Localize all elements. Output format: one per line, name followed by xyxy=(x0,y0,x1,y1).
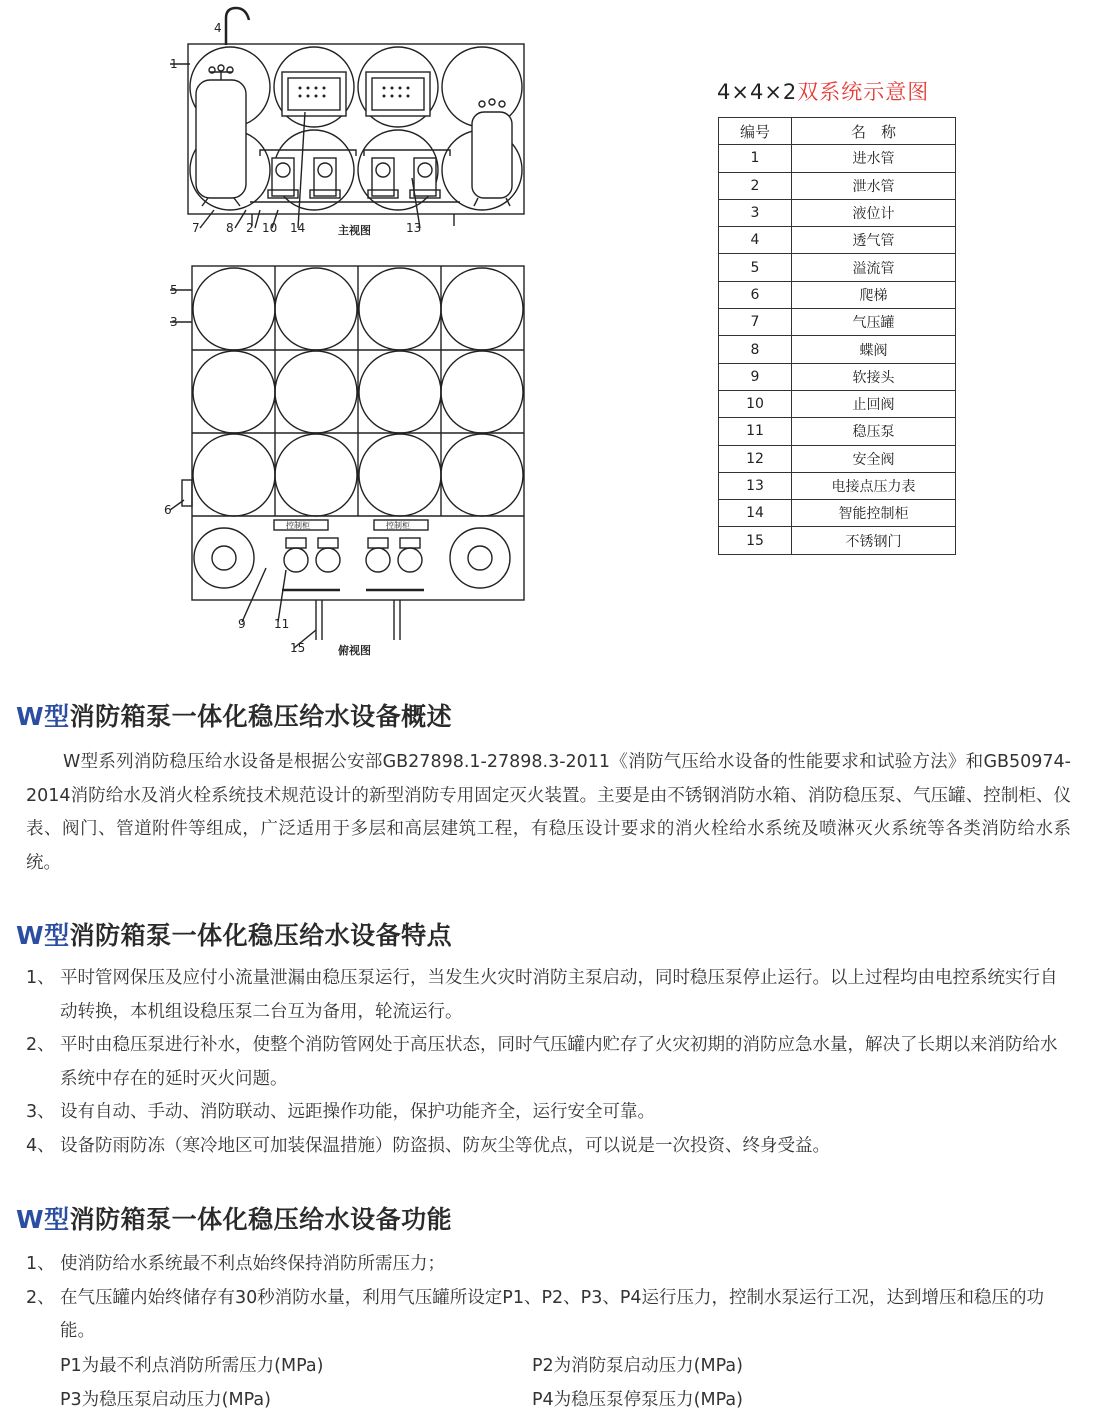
legend-name: 智能控制柜 xyxy=(792,500,956,527)
legend-title-dimensions: 4×4×2 xyxy=(717,80,798,104)
feature-item xyxy=(26,1096,1071,1130)
legend-row xyxy=(719,500,956,527)
legend-row xyxy=(719,390,956,417)
feature-number: 1、 xyxy=(26,968,55,988)
legend-name: 蝶阀 xyxy=(792,336,956,363)
legend-row xyxy=(719,445,956,472)
legend-title xyxy=(717,76,929,106)
cabinet-label-right: 控制柜 xyxy=(386,521,410,530)
legend-row xyxy=(719,145,956,172)
function-item xyxy=(26,1282,1071,1349)
legend-name: 稳压泵 xyxy=(792,418,956,445)
feature-item xyxy=(26,962,1071,1029)
legend-header-number: 编号 xyxy=(719,118,792,145)
legend-name: 泄水管 xyxy=(792,172,956,199)
legend-number: 10 xyxy=(719,390,792,417)
legend-number: 12 xyxy=(719,445,792,472)
callout-plan-6: 6 xyxy=(164,503,172,517)
feature-text: 平时由稳压泵进行补水，使整个消防管网处于高压状态，同时气压罐内贮存了火灾初期的消防应急水量，解决了长期以来消防给水系统中存在的延时灭火问题。 xyxy=(60,1035,1058,1089)
legend-name: 进水管 xyxy=(792,145,956,172)
legend-name: 爬梯 xyxy=(792,281,956,308)
legend-name: 电接点压力表 xyxy=(792,472,956,499)
callout-front-13: 13 xyxy=(406,221,422,235)
pressure-p3: P3为稳压泵启动压力(MPa) xyxy=(60,1390,271,1410)
legend-name: 软接头 xyxy=(792,363,956,390)
legend-name: 气压罐 xyxy=(792,309,956,336)
callout-front-1: 1 xyxy=(170,57,178,71)
legend-number: 11 xyxy=(719,418,792,445)
callout-front-14: 14 xyxy=(290,221,306,235)
plan-view-caption: 俯视图 xyxy=(338,644,371,657)
callout-front-4: 4 xyxy=(214,21,222,35)
legend-number: 2 xyxy=(719,172,792,199)
legend-row xyxy=(719,418,956,445)
legend-number: 6 xyxy=(719,281,792,308)
legend-number: 15 xyxy=(719,527,792,554)
callout-front-10: 10 xyxy=(262,221,278,235)
legend-number: 14 xyxy=(719,500,792,527)
cabinet-label-left: 控制柜 xyxy=(286,521,310,530)
pressure-p1: P1为最不利点消防所需压力(MPa) xyxy=(60,1356,324,1376)
feature-text: 平时管网保压及应付小流量泄漏由稳压泵运行，当发生火灾时消防主泵启动，同时稳压泵停止运行。以上过程均由电控系统实行自动转换，本机组设稳压泵二台互为备用，轮流运行。 xyxy=(60,968,1058,1022)
legend-number: 3 xyxy=(719,199,792,226)
feature-item xyxy=(26,1130,1071,1164)
function-item xyxy=(26,1248,1071,1282)
legend-table xyxy=(718,117,956,555)
legend-row xyxy=(719,199,956,226)
function-text: 在气压罐内始终储存有30秒消防水量，利用气压罐所设定P1、P2、P3、P4运行压力，控制水泵运行工况，达到增压和稳压的功能。 xyxy=(60,1287,1045,1341)
feature-text: 设有自动、手动、消防联动、远距操作功能，保护功能齐全，运行安全可靠。 xyxy=(60,1102,655,1122)
legend-name: 安全阀 xyxy=(792,445,956,472)
features-title xyxy=(16,916,452,952)
callout-plan-5: 5 xyxy=(170,283,178,297)
overview-title xyxy=(16,697,452,733)
function-number: 2、 xyxy=(26,1287,55,1308)
legend-row xyxy=(719,527,956,554)
callout-plan-9: 9 xyxy=(238,617,246,631)
feature-item xyxy=(26,1029,1071,1096)
callout-front-8: 8 xyxy=(226,221,234,235)
callout-front-7: 7 xyxy=(192,221,200,235)
overview-paragraph: W型系列消防稳压给水设备是根据公安部GB27898.1-27898.3-2011《消防气压给水设备的性能要求和试验方法》和GB50974-2014消防给水及消火栓系统技术规范设计的新型消防专用固定灭火装置。主要是由不锈钢消防水箱、消防稳压泵、气压罐、控制柜、仪表、阀门、管道附件等组成，广泛适用于多层和高层建筑工程，有稳压设计要求的消火栓给水系统及喷淋灭火系统等各类消防给水系统。 xyxy=(26,752,1071,873)
features-title-text: 消防箱泵一体化稳压给水设备特点 xyxy=(69,921,453,950)
callout-plan-3: 3 xyxy=(170,315,178,329)
legend-header-row xyxy=(719,118,956,145)
legend-name: 不锈钢门 xyxy=(792,527,956,554)
legend-name: 止回阀 xyxy=(792,390,956,417)
feature-number: 2、 xyxy=(26,1035,55,1055)
legend-number: 5 xyxy=(719,254,792,281)
legend-row xyxy=(719,336,956,363)
legend-name: 溢流管 xyxy=(792,254,956,281)
callout-plan-15: 15 xyxy=(290,641,306,655)
diagram-svg xyxy=(150,0,710,670)
front-view-caption: 主视图 xyxy=(338,224,371,237)
features-title-w: W型 xyxy=(16,921,70,950)
legend-title-label: 双系统示意图 xyxy=(797,80,930,104)
legend-row xyxy=(719,363,956,390)
functions-title xyxy=(16,1200,452,1236)
functions-title-text: 消防箱泵一体化稳压给水设备功能 xyxy=(69,1205,453,1234)
functions-title-w: W型 xyxy=(16,1205,70,1234)
legend-number: 7 xyxy=(719,309,792,336)
legend-row xyxy=(719,281,956,308)
callout-front-2: 2 xyxy=(246,221,254,235)
system-diagram xyxy=(150,0,710,670)
feature-text: 设备防雨防冻（寒冷地区可加装保温措施）防盗损、防灰尘等优点，可以说是一次投资、终身受益。 xyxy=(60,1135,830,1156)
legend-row xyxy=(719,227,956,254)
legend-name: 透气管 xyxy=(792,227,956,254)
function-number: 1、 xyxy=(26,1254,55,1274)
legend-row xyxy=(719,309,956,336)
legend-name: 液位计 xyxy=(792,199,956,226)
legend-number: 8 xyxy=(719,336,792,363)
legend-header-name: 名 称 xyxy=(792,118,956,145)
legend-number: 9 xyxy=(719,363,792,390)
legend-row xyxy=(719,472,956,499)
legend-row xyxy=(719,172,956,199)
overview-title-text: 消防箱泵一体化稳压给水设备概述 xyxy=(69,702,453,731)
callout-plan-11: 11 xyxy=(274,617,290,631)
legend-number: 4 xyxy=(719,227,792,254)
legend-number: 13 xyxy=(719,472,792,499)
pressure-p4: P4为稳压泵停泵压力(MPa) xyxy=(532,1390,743,1410)
feature-number: 3、 xyxy=(26,1102,55,1122)
pressure-p2: P2为消防泵启动压力(MPa) xyxy=(532,1356,743,1376)
function-text: 使消防给水系统最不利点始终保持消防所需压力； xyxy=(60,1254,445,1274)
feature-number: 4、 xyxy=(26,1135,55,1156)
functions-list xyxy=(26,1248,1071,1349)
overview-title-w: W型 xyxy=(16,702,70,731)
features-list xyxy=(26,962,1071,1163)
legend-row xyxy=(719,254,956,281)
legend-number: 1 xyxy=(719,145,792,172)
